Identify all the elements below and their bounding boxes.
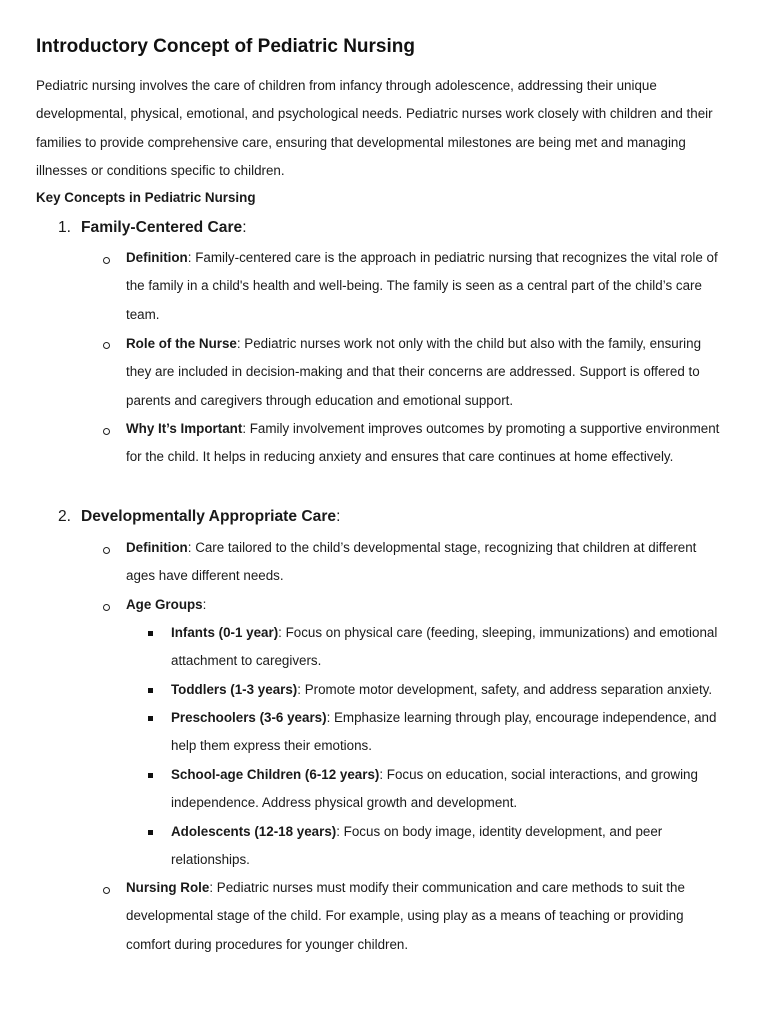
age-group-text: : Focus on body image, identity development, and peer relationships.: [171, 824, 663, 868]
section-heading-developmentally-appropriate-care: [58, 505, 340, 529]
item-text: : Care tailored to the child’s developmental stage, recognizing that children at different ages have different needs.: [126, 540, 697, 584]
item-term: Why It’s Important: [126, 421, 243, 436]
intro-paragraph: Pediatric nursing involves the care of children from infancy through adolescence, addressing their unique developmental, physical, emotional, and psychological needs. Pediatric nurses work closely with children and their families to provide comprehensive care, ensuring that developmental milestones are being met and managing illnesses or conditions specific to children.: [36, 78, 713, 179]
age-group-adolescents: [171, 818, 736, 875]
age-group-school-age: [171, 761, 736, 818]
age-group-text: : Promote motor development, safety, and address separation anxiety.: [297, 682, 713, 697]
section-heading-family-centered-care: [58, 216, 247, 240]
item-text: : Family-centered care is the approach in pediatric nursing that recognizes the vital role of the family in a child's health and well-being. The family is seen as a central part of the child’s care team.: [126, 250, 718, 322]
circle-bullet-icon: [103, 257, 110, 264]
item-term: Age Groups: [126, 597, 203, 612]
item-text: : Family involvement improves outcomes by promoting a supportive environment for the child. It helps in reducing anxiety and ensures that care continues at home effectively.: [126, 421, 720, 465]
list-item-age-groups: [126, 591, 726, 619]
item-term: Nursing Role: [126, 880, 210, 895]
circle-bullet-icon: [103, 428, 110, 435]
item-term: Definition: [126, 250, 188, 265]
section-number: 1.: [58, 219, 72, 236]
section-colon: :: [336, 508, 341, 525]
age-group-text: : Focus on education, social interactions, and growing independence. Address physical growth and development.: [171, 767, 698, 811]
list-item-definition: [126, 534, 726, 591]
age-group-term: Preschoolers (3-6 years): [171, 710, 327, 725]
age-group-text: : Emphasize learning through play, encourage independence, and help them express their emotions.: [171, 710, 717, 754]
item-text: :: [202, 597, 207, 612]
age-group-preschoolers: [171, 704, 736, 761]
item-text: : Pediatric nurses must modify their communication and care methods to suit the developmental stage of the child. For example, using play as a means of teaching or providing comfort during procedures for younger children.: [126, 880, 685, 952]
circle-bullet-icon: [103, 887, 110, 894]
age-group-term: School-age Children (6-12 years): [171, 767, 380, 782]
section-number: 2.: [58, 508, 72, 525]
page-title: Introductory Concept of Pediatric Nursing: [36, 36, 415, 57]
list-item-nursing-role: [126, 874, 726, 959]
list-item-why-important: [126, 415, 726, 472]
square-bullet-icon: [148, 716, 153, 721]
square-bullet-icon: [148, 631, 153, 636]
square-bullet-icon: [148, 688, 153, 693]
section-label: Developmentally Appropriate Care: [81, 508, 337, 525]
item-term: Role of the Nurse: [126, 336, 237, 351]
circle-bullet-icon: [103, 342, 110, 349]
section-colon: :: [242, 219, 247, 236]
square-bullet-icon: [148, 773, 153, 778]
square-bullet-icon: [148, 830, 153, 835]
age-group-infants: [171, 619, 736, 676]
age-group-term: Adolescents (12-18 years): [171, 824, 337, 839]
circle-bullet-icon: [103, 547, 110, 554]
age-group-toddlers: [171, 676, 736, 704]
item-term: Definition: [126, 540, 188, 555]
age-group-text: : Focus on physical care (feeding, sleeping, immunizations) and emotional attachment to caregivers.: [171, 625, 718, 669]
item-text: : Pediatric nurses work not only with the child but also with the family, ensuring they are included in decision-making and that their concerns are addressed. Support is offered to parents and caregivers through education and emotional support.: [126, 336, 702, 408]
key-concepts-heading: Key Concepts in Pediatric Nursing: [36, 190, 256, 205]
list-item-definition: [126, 244, 726, 329]
age-group-term: Infants (0-1 year): [171, 625, 279, 640]
section-label: Family-Centered Care: [81, 219, 243, 236]
list-item-role-of-nurse: [126, 330, 726, 415]
circle-bullet-icon: [103, 604, 110, 611]
age-group-term: Toddlers (1-3 years): [171, 682, 298, 697]
